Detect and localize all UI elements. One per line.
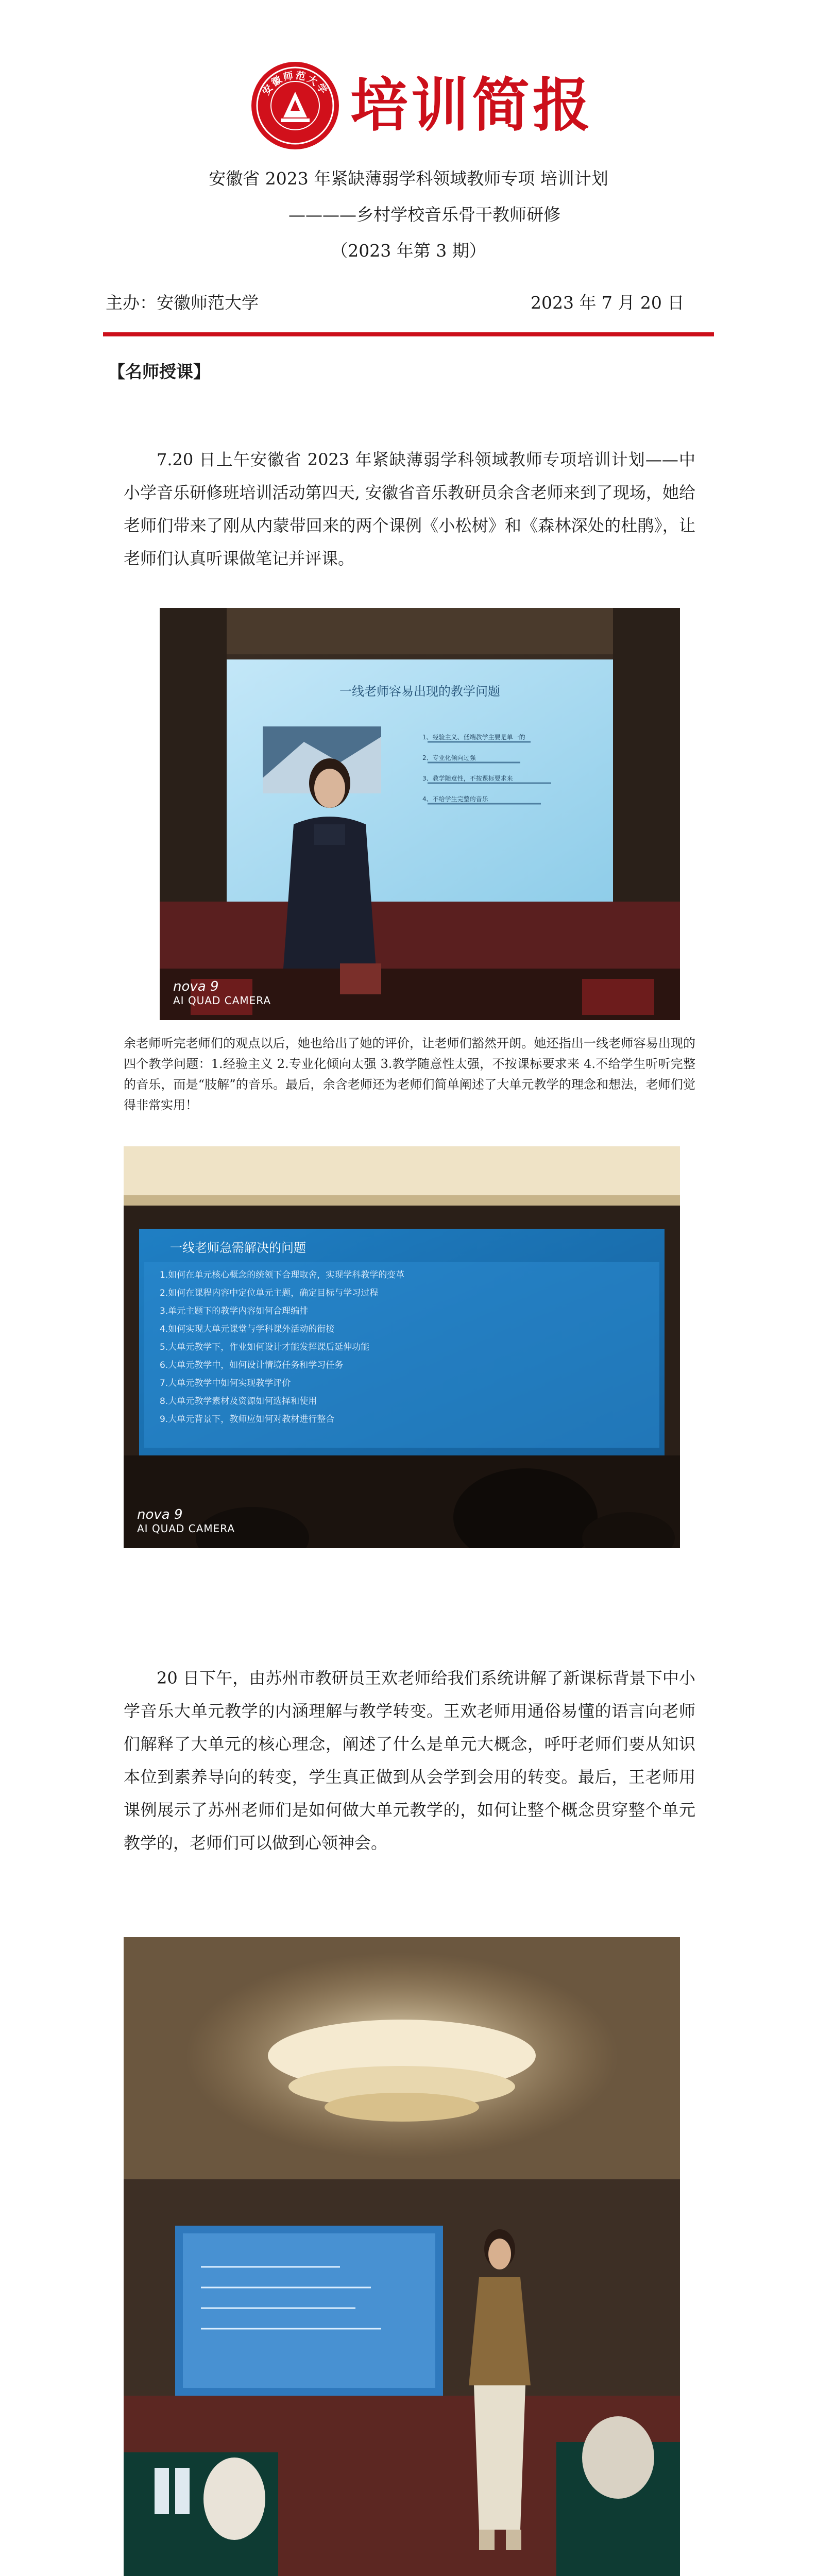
photo-caption: 余老师听完老师们的观点以后，她也给出了她的评价，让老师们豁然开朗。她还指出一线老师容易出现的四个教学问题：1.经验主义 2.专业化倾向太强 3.教学随意性太强，不按课标要求来 4.不给学生听听完整的音乐，而是“肢解”的音乐。最后，余含老师还为老师们简单阐述了大单元教学的理念和想法，老师们觉得非常实用！ <box>124 1036 695 1112</box>
organizer: 主办：安徽师范大学 <box>106 293 259 313</box>
slide-item: 8.大单元教学素材及资源如何选择和使用 <box>160 1396 317 1406</box>
slide-item: 4、不给学生完整的音乐 <box>422 795 488 803</box>
issue-number: （2023 年第 3 期） <box>331 241 486 261</box>
paragraph-2: 20 日下午，由苏州市教研员王欢老师给我们系统讲解了新课标背景下中小学音乐大单元教学的内涵理解与教学转变。王欢老师用通俗易懂的语言向老师们解释了大单元的核心理念，阐述了什么是单元大概念，呼吁老师们要从知识本位到素养导向的转变，学生真正做到从会学到会用的转变。最后，王老师用课例展示了苏州老师们是如何做大单元教学的，如何让整个概念贯穿整个单元教学的，老师们可以做到心领神会。 <box>124 1668 695 1853</box>
program-subtitle: ————乡村学校音乐骨干教师研修 <box>288 205 560 225</box>
slide-item: 6.大单元教学中，如何设计情境任务和学习任务 <box>160 1360 344 1370</box>
slide-item: 1.如何在单元核心概念的统领下合理取舍，实现学科教学的变革 <box>160 1270 405 1280</box>
lecture-photo-2 <box>124 1146 680 1548</box>
issue-date: 2023 年 7 月 20 日 <box>531 293 685 313</box>
slide-item: 7.大单元教学中如何实现教学评价 <box>160 1378 291 1388</box>
camera-watermark: nova 9 AI QUAD CAMERA <box>173 979 271 1007</box>
university-seal <box>251 62 339 149</box>
seal-text: 安徽师范大学 <box>260 70 330 97</box>
slide-item: 4.如何实现大单元课堂与学科课外活动的衔接 <box>160 1324 335 1334</box>
slide-title: 一线老师急需解决的问题 <box>170 1241 306 1255</box>
slide-item: 2.如何在课程内容中定位单元主题，确定目标与学习过程 <box>160 1288 379 1298</box>
slide-item: 2、专业化倾向过强 <box>422 754 476 761</box>
slide-item: 3、教学随意性，不按课标要求来 <box>422 775 513 782</box>
page-title: 培训简报 <box>350 72 593 139</box>
camera-watermark: nova 9 AI QUAD CAMERA <box>137 1507 235 1535</box>
slide-item: 9.大单元背景下，教师应如何对教材进行整合 <box>160 1414 335 1425</box>
program-line: 安徽省 2023 年紧缺薄弱学科领域教师专项 培训计划 <box>209 168 608 189</box>
slide-item: 5.大单元教学下，作业如何设计才能发挥课后延伸功能 <box>160 1342 370 1352</box>
section-title: 【名师授课】 <box>108 362 210 382</box>
university-seal-icon <box>251 62 339 149</box>
slide-item: 3.单元主题下的教学内容如何合理编排 <box>160 1306 309 1316</box>
lecture-photo-3 <box>124 1937 680 2576</box>
slide-title: 一线老师容易出现的教学问题 <box>339 684 500 699</box>
header-divider <box>103 332 714 336</box>
lecture-photo-1 <box>160 608 680 1020</box>
paragraph-1: 7.20 日上午安徽省 2023 年紧缺薄弱学科领域教师专项培训计划——中小学音乐研修班培训活动第四天, 安徽省音乐教研员余含老师来到了现场，她给老师们带来了刚从内蒙带回来的两个课例《小松树》和《森林深处的杜鹃》，让老师们认真听课做笔记并评课。 <box>124 450 695 568</box>
slide-item: 1、经验主义、低端教学主要是单一的 <box>422 734 525 741</box>
